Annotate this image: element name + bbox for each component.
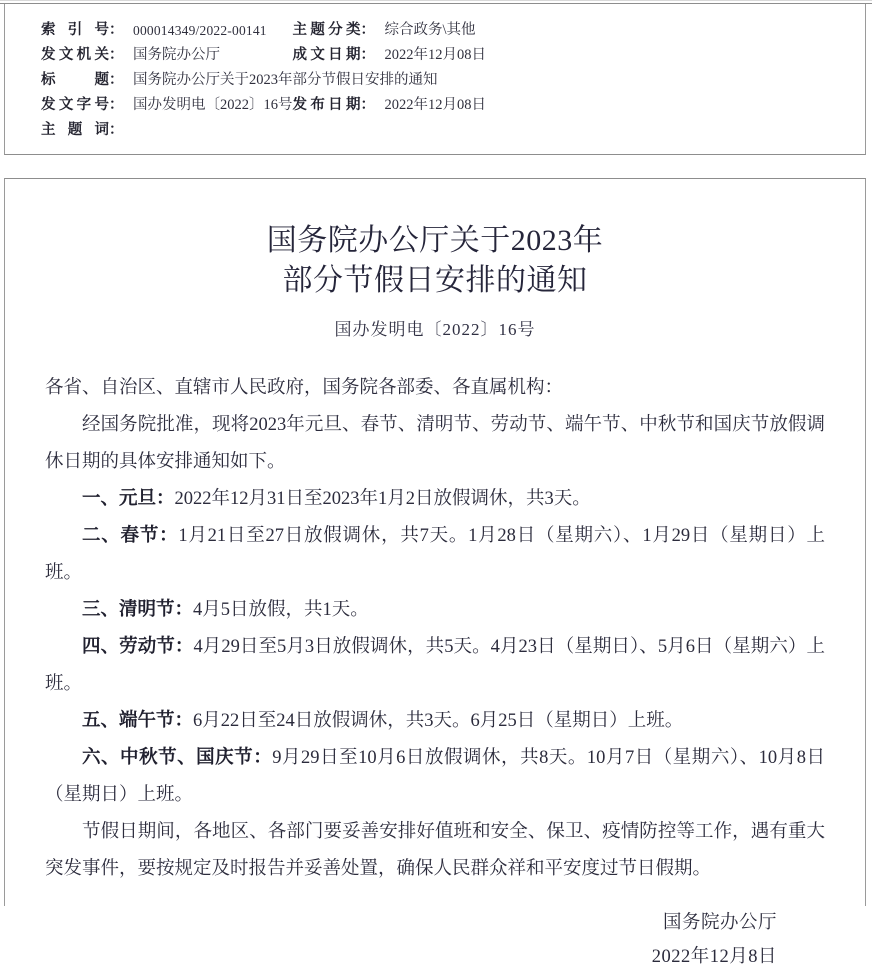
holiday-item-2-name: 春节: [120, 526, 160, 546]
holiday-item-6-detail: 9月29日至10月6日放假调休，共8天。10月7日（星期六）、10月8日（星期日）上班。: [45, 748, 825, 805]
signature-block: [45, 906, 825, 974]
metadata-label-issuing-agency: 发文机关：: [41, 47, 124, 63]
metadata-value-completion-date: 2022年12月08日: [384, 47, 486, 63]
signature-date: 2022年12月8日: [651, 947, 777, 967]
page-title: [45, 179, 825, 301]
document-body: [45, 370, 825, 974]
metadata-value-index-number: 000014349/2022-00141: [133, 23, 267, 38]
holiday-item-1-detail: 2022年12月31日至2023年1月2日放假调休，共3天。: [174, 489, 591, 509]
holiday-item-5-name: 端午节: [119, 711, 175, 731]
holiday-item-3-detail: 4月5日放假，共1天。: [193, 600, 369, 620]
holiday-item-3-name: 清明节: [119, 600, 175, 620]
metadata-label-title: 标 题：: [41, 72, 124, 88]
holiday-item-3-marker: 三、: [82, 600, 120, 620]
metadata-value-issuing-agency: 国务院办公厅: [133, 47, 220, 63]
holiday-item-6-marker: 六、: [82, 748, 121, 768]
holiday-item-1-marker: 一、: [82, 489, 120, 509]
metadata-label-keywords: 主 题 词：: [41, 122, 124, 138]
salutation: 各省、自治区、直辖市人民政府，国务院各部委、各直属机构：: [45, 378, 564, 398]
holiday-item-3: [45, 592, 825, 629]
closing-paragraph: 节假日期间，各地区、各部门要妥善安排好值班和安全、保卫、疫情防控等工作，遇有重大突发事件，要按规定及时报告并妥善处置，确保人民群众祥和平安度过节日假期。: [45, 822, 825, 879]
holiday-item-5-marker: 五、: [82, 711, 120, 731]
page-title-line-1: 国务院办公厅关于2023年: [266, 224, 604, 257]
metadata-label-document-number: 发文字号：: [41, 97, 124, 113]
document-number: 国办发明电〔2022〕16号: [334, 320, 536, 339]
metadata-table: [41, 18, 486, 143]
holiday-item-1-name: 元旦: [119, 489, 157, 509]
holiday-item-2: [45, 518, 825, 592]
holiday-item-4-name: 劳动节: [119, 637, 175, 657]
holiday-item-4-detail: 4月29日至5月3日放假调休，共5天。4月23日（星期日）、5月6日（星期六）上班。: [45, 637, 825, 694]
metadata-label-index-number: 索 引 号：: [41, 22, 124, 38]
metadata-value-publish-date: 2022年12月08日: [384, 97, 486, 113]
holiday-item-6: [45, 740, 825, 814]
holiday-item-2-separator: ：: [159, 526, 179, 546]
metadata-value-document-number: 国办发明电〔2022〕16号: [133, 97, 293, 113]
holiday-item-2-detail: 1月21日至27日放假调休，共7天。1月28日（星期六）、1月29日（星期日）上班。: [45, 526, 825, 583]
metadata-row: [41, 93, 486, 118]
page-top-rule-light: [0, 0, 872, 1]
holiday-item-5-separator: ：: [174, 711, 194, 731]
holiday-item-4: [45, 629, 825, 703]
holiday-item-3-separator: ：: [174, 600, 194, 620]
metadata-value-keywords: [133, 118, 486, 143]
holiday-item-4-marker: 四、: [82, 637, 120, 657]
holiday-item-4-separator: ：: [174, 637, 194, 657]
holiday-item-5-detail: 6月22日至24日放假调休，共3天。6月25日（星期日）上班。: [193, 711, 684, 731]
holiday-item-1: [45, 481, 825, 518]
metadata-value-subject-category: 综合政务\其他: [384, 22, 476, 38]
holiday-item-6-name: 中秋节、国庆节: [120, 748, 254, 768]
document-metadata-box: [4, 4, 866, 155]
metadata-label-subject-category: 主题分类：: [292, 22, 375, 38]
metadata-row: [41, 68, 486, 93]
metadata-label-publish-date: 发布日期：: [292, 97, 375, 113]
holiday-item-6-separator: ：: [253, 748, 273, 768]
metadata-value-title: 国务院办公厅关于2023年部分节假日安排的通知: [133, 72, 438, 88]
metadata-row: [41, 118, 486, 143]
signature-organization: 国务院办公厅: [662, 913, 777, 933]
holiday-item-2-marker: 二、: [82, 526, 121, 546]
holiday-item-1-separator: ：: [156, 489, 175, 509]
metadata-label-completion-date: 成文日期：: [292, 47, 375, 63]
intro-paragraph: 经国务院批准，现将2023年元旦、春节、清明节、劳动节、端午节、中秋节和国庆节放假调休日期的具体安排通知如下。: [45, 415, 825, 472]
page-title-line-2: 部分节假日安排的通知: [282, 264, 588, 297]
metadata-row: [41, 43, 486, 68]
metadata-row: [41, 18, 486, 43]
holiday-item-5: [45, 703, 825, 740]
document-body-box: [4, 178, 866, 967]
